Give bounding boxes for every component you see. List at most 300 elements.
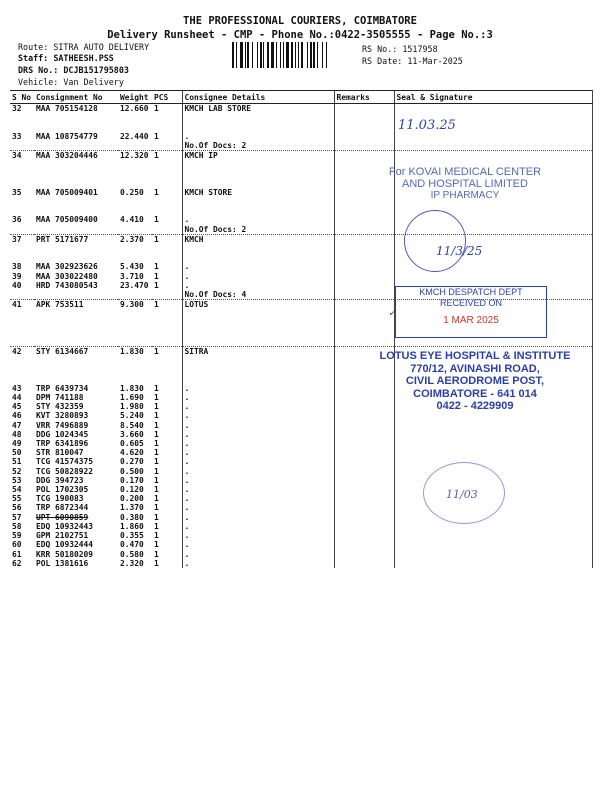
row-remarks — [334, 328, 394, 337]
row-remarks — [334, 457, 394, 466]
row-consignment — [34, 328, 118, 337]
row-weight: 1.830 — [120, 347, 144, 357]
row-pcs: 1 — [154, 457, 159, 467]
row-weight: 1.830 — [120, 383, 144, 393]
row-sno: 38 — [12, 262, 22, 272]
row-consignee — [182, 337, 334, 347]
row-weight — [118, 206, 152, 215]
row-consignment — [34, 253, 118, 262]
row-consignee: . — [182, 384, 334, 393]
row-consignment: TCG 41574375 — [36, 457, 94, 467]
row-pcs: 1 — [154, 531, 159, 541]
barcode-bar — [310, 42, 312, 68]
table-row — [10, 244, 592, 253]
row-weight — [118, 141, 152, 151]
col-seal-signature: Seal & Signature — [394, 91, 592, 104]
table-row — [10, 522, 592, 531]
row-consignee: KMCH IP — [182, 150, 334, 160]
row-consignment — [34, 225, 118, 235]
row-consignment — [34, 244, 118, 253]
row-consignee: . — [182, 522, 334, 531]
row-remarks — [334, 448, 394, 457]
row-consignment — [34, 169, 118, 178]
row-pcs: 1 — [154, 485, 159, 495]
barcode-bar — [313, 42, 315, 68]
row-consignee: . — [182, 402, 334, 411]
row-weight: 1.860 — [120, 521, 144, 531]
row-sno — [10, 309, 34, 318]
row-remarks — [334, 531, 394, 540]
row-sno: 46 — [12, 411, 22, 421]
row-sno: 47 — [12, 420, 22, 430]
row-consignment: HRD 743080543 — [36, 280, 98, 290]
row-sno: 33 — [12, 131, 22, 141]
row-consignee: No.Of Docs: 2 — [182, 141, 334, 151]
row-weight: 4.410 — [120, 215, 144, 225]
row-sno — [10, 141, 34, 151]
row-pcs: 1 — [154, 429, 159, 439]
row-consignee — [182, 169, 334, 178]
row-weight — [118, 328, 152, 337]
row-consignee: No.Of Docs: 2 — [182, 225, 334, 235]
row-weight: 0.200 — [120, 494, 144, 504]
row-pcs — [152, 365, 182, 374]
row-remarks — [334, 262, 394, 271]
barcode-bar — [326, 42, 327, 68]
table-row — [10, 448, 592, 457]
row-pcs — [152, 141, 182, 151]
row-consignee — [182, 206, 334, 215]
row-consignment: EDQ 10932444 — [36, 540, 94, 550]
barcode-bar — [295, 42, 296, 68]
row-pcs: 1 — [154, 475, 159, 485]
table-row — [10, 476, 592, 485]
col-sno: S No — [10, 91, 34, 104]
row-sno — [10, 253, 34, 262]
barcode-bar — [286, 42, 289, 68]
row-sno: 48 — [12, 429, 22, 439]
row-pcs: 1 — [154, 549, 159, 559]
route-line: Route: SITRA AUTO DELIVERY — [18, 42, 150, 52]
row-consignment: TRP 6439734 — [36, 383, 89, 393]
row-consignment: TRP 6872344 — [36, 503, 89, 513]
table-row — [10, 531, 592, 540]
row-pcs — [152, 122, 182, 131]
table-row — [10, 421, 592, 430]
row-remarks — [334, 421, 394, 430]
row-pcs — [152, 356, 182, 365]
row-signature — [394, 421, 592, 430]
row-weight: 5.430 — [120, 262, 144, 272]
row-remarks — [334, 290, 394, 300]
row-sno: 34 — [12, 150, 22, 160]
row-signature — [394, 540, 592, 549]
row-remarks — [334, 215, 394, 224]
row-remarks — [334, 253, 394, 262]
barcode-bar — [301, 42, 303, 68]
row-remarks — [334, 337, 394, 347]
row-signature — [394, 559, 592, 568]
row-weight — [118, 356, 152, 365]
row-consignment — [34, 206, 118, 215]
row-signature — [394, 448, 592, 457]
row-consignment: MAA 303022480 — [36, 271, 98, 281]
kovai-medical-stamp: For KOVAI MEDICAL CENTER AND HOSPITAL LIMITED IP PHARMACY — [388, 166, 542, 201]
row-remarks — [334, 476, 394, 485]
row-sno: 57 — [12, 512, 22, 522]
row-sno — [10, 113, 34, 122]
row-consignment — [34, 141, 118, 151]
row-consignee — [182, 356, 334, 365]
row-pcs: 1 — [154, 234, 159, 244]
row-consignee: LOTUS — [182, 300, 334, 310]
row-consignee: . — [182, 540, 334, 549]
row-consignment: GPM 2102751 — [36, 531, 89, 541]
row-consignee — [182, 197, 334, 206]
row-sno: 39 — [12, 271, 22, 281]
row-consignment: MAA 705009400 — [36, 215, 98, 225]
col-consignee: Consignee Details — [182, 91, 334, 104]
row-consignee: . — [182, 503, 334, 512]
table-row — [10, 113, 592, 122]
row-consignment: DDG 394723 — [36, 475, 84, 485]
row-remarks — [334, 559, 394, 568]
row-sno — [10, 122, 34, 131]
table-row — [10, 513, 592, 522]
row-weight: 0.170 — [120, 475, 144, 485]
row-consignee — [182, 328, 334, 337]
row-consignment — [34, 337, 118, 347]
row-sno: 40 — [12, 280, 22, 290]
table-row — [10, 272, 592, 281]
row-consignment: DPM 741188 — [36, 393, 84, 403]
table-row — [10, 411, 592, 420]
row-sno: 45 — [12, 402, 22, 412]
row-sno — [10, 206, 34, 215]
row-pcs: 1 — [154, 558, 159, 568]
barcode-bar — [260, 42, 262, 68]
signature-1: 11.03.25 — [398, 118, 456, 133]
row-consignee — [182, 122, 334, 131]
table-row — [10, 503, 592, 512]
barcode-bar — [283, 42, 284, 68]
row-weight: 2.320 — [120, 558, 144, 568]
row-consignment: KVT 3280893 — [36, 411, 89, 421]
row-weight: 1.690 — [120, 393, 144, 403]
table-row — [10, 559, 592, 568]
row-pcs — [152, 169, 182, 178]
row-consignee — [182, 365, 334, 374]
row-sno: 44 — [12, 393, 22, 403]
despatch-stamp: KMCH DESPATCH DEPT RECEIVED ON 1 MAR 2025 — [395, 286, 547, 338]
row-pcs: 1 — [154, 503, 159, 513]
row-pcs — [152, 253, 182, 262]
col-pcs: PCS — [152, 91, 182, 104]
row-pcs: 1 — [154, 150, 159, 160]
col-consignment: Consignment No — [34, 91, 118, 104]
runsheet-subtitle: Delivery Runsheet - CMP - Phone No.:0422-3505555 - Page No.:3 — [107, 29, 493, 41]
row-consignment — [34, 365, 118, 374]
row-consignee: No.Of Docs: 4 — [182, 290, 334, 300]
row-consignment: UPT 6090859 — [36, 512, 89, 522]
row-pcs — [152, 309, 182, 318]
row-consignment: MAA 302923626 — [36, 262, 98, 272]
col-weight: Weight — [118, 91, 152, 104]
row-pcs — [152, 225, 182, 235]
row-consignee — [182, 309, 334, 318]
barcode-bar — [247, 42, 249, 68]
rs-no-line: RS No.: 1517958 — [362, 44, 438, 54]
vehicle-line: Vehicle: Van Delivery — [18, 77, 124, 87]
row-consignment — [34, 309, 118, 318]
row-consignee: . — [182, 393, 334, 402]
row-sno: 49 — [12, 439, 22, 449]
row-weight: 0.355 — [120, 531, 144, 541]
row-consignment — [34, 375, 118, 384]
barcode-bar — [257, 42, 258, 68]
row-signature — [394, 104, 592, 114]
row-sno: 60 — [12, 540, 22, 550]
row-consignee: . — [182, 531, 334, 540]
row-consignee: . — [182, 421, 334, 430]
row-consignee: . — [182, 448, 334, 457]
row-consignee: . — [182, 272, 334, 281]
row-weight — [118, 113, 152, 122]
row-pcs: 1 — [154, 512, 159, 522]
row-pcs — [152, 337, 182, 347]
row-sno: 53 — [12, 475, 22, 485]
row-consignee: . — [182, 550, 334, 559]
row-remarks — [334, 540, 394, 549]
barcode-bar — [263, 42, 264, 68]
row-remarks — [334, 225, 394, 235]
barcode-bar — [307, 42, 308, 68]
barcode-bar — [298, 42, 299, 68]
row-remarks — [334, 113, 394, 122]
table-row — [10, 467, 592, 476]
row-consignee: . — [182, 476, 334, 485]
round-seal-icon — [404, 210, 466, 272]
row-sno: 62 — [12, 558, 22, 568]
row-weight — [118, 290, 152, 300]
row-sno: 58 — [12, 521, 22, 531]
row-consignment: STY 432359 — [36, 402, 84, 412]
row-sno: 36 — [12, 215, 22, 225]
row-remarks — [334, 319, 394, 328]
row-consignee: . — [182, 494, 334, 503]
row-consignment — [34, 160, 118, 169]
row-pcs: 1 — [154, 448, 159, 458]
row-consignment: KRR 50180209 — [36, 549, 94, 559]
tick-mark-icon: ✓ — [388, 308, 397, 319]
barcode-bar — [240, 42, 243, 68]
row-remarks — [334, 104, 394, 114]
drs-line: DRS No.: DCJB151795803 — [18, 65, 129, 75]
row-consignment — [34, 319, 118, 328]
row-sno: 32 — [12, 104, 22, 113]
row-consignment: APK 753511 — [36, 300, 84, 310]
row-signature — [394, 522, 592, 531]
row-consignee: . — [182, 439, 334, 448]
row-consignment: TCG 50828922 — [36, 466, 94, 476]
row-weight — [118, 160, 152, 169]
row-remarks — [334, 411, 394, 420]
row-consignee: KMCH LAB STORE — [182, 104, 334, 114]
row-weight — [118, 337, 152, 347]
lotus-eye-stamp: LOTUS EYE HOSPITAL & INSTITUTE 770/12, AVINASHI ROAD, CIVIL AERODROME POST, COIMBATORE - 641 014 0422 - 4229909 — [379, 350, 571, 412]
row-consignment: TRP 6341896 — [36, 439, 89, 449]
row-consignment: MAA 303204446 — [36, 150, 98, 160]
row-sno: 43 — [12, 383, 22, 393]
row-consignment — [34, 113, 118, 122]
row-signature — [394, 411, 592, 420]
row-pcs: 1 — [154, 540, 159, 550]
row-remarks — [334, 244, 394, 253]
row-signature — [394, 550, 592, 559]
row-sno: 52 — [12, 466, 22, 476]
row-remarks — [334, 300, 394, 310]
barcode-bar — [291, 42, 293, 68]
row-weight: 12.660 — [120, 104, 149, 113]
col-remarks: Remarks — [334, 91, 394, 104]
row-sno — [10, 244, 34, 253]
row-weight — [118, 253, 152, 262]
row-consignee — [182, 253, 334, 262]
barcode-bar — [252, 42, 253, 68]
barcode-bar — [271, 42, 274, 68]
row-remarks — [334, 503, 394, 512]
row-remarks — [334, 494, 394, 503]
row-weight — [118, 309, 152, 318]
row-weight: 22.440 — [120, 131, 149, 141]
row-remarks — [334, 467, 394, 476]
row-pcs: 1 — [154, 262, 159, 272]
row-sno: 61 — [12, 549, 22, 559]
faint-stamp — [372, 130, 532, 166]
row-consignee: . — [182, 559, 334, 568]
row-weight: 8.540 — [120, 420, 144, 430]
table-row — [10, 234, 592, 244]
row-weight — [118, 122, 152, 131]
row-remarks — [334, 272, 394, 281]
table-row — [10, 225, 592, 235]
row-sno — [10, 225, 34, 235]
row-consignment — [34, 122, 118, 131]
row-pcs: 1 — [154, 215, 159, 225]
row-pcs: 1 — [154, 466, 159, 476]
row-remarks — [334, 513, 394, 522]
row-consignee: . — [182, 485, 334, 494]
row-pcs: 1 — [154, 104, 159, 113]
table-row — [10, 337, 592, 347]
row-sno: 54 — [12, 485, 22, 495]
row-weight — [118, 169, 152, 178]
row-weight — [118, 375, 152, 384]
barcode-bar — [322, 42, 323, 68]
row-consignment: EDQ 10932443 — [36, 521, 94, 531]
row-signature — [394, 531, 592, 540]
barcode-bar — [267, 42, 269, 68]
row-remarks — [334, 308, 397, 319]
row-sno: 59 — [12, 531, 22, 541]
row-pcs: 1 — [154, 131, 159, 141]
row-weight: 9.300 — [120, 300, 144, 310]
row-pcs — [152, 375, 182, 384]
row-consignee: . — [182, 262, 334, 271]
table-row — [10, 540, 592, 549]
table-row — [10, 457, 592, 466]
row-sno — [10, 356, 34, 365]
row-sno: 42 — [12, 347, 22, 357]
row-pcs: 1 — [154, 187, 159, 197]
row-pcs: 1 — [154, 300, 159, 310]
row-consignee: . — [182, 132, 334, 141]
row-signature — [394, 439, 592, 448]
barcode-bar — [317, 42, 318, 68]
row-weight: 0.500 — [120, 466, 144, 476]
row-weight: 0.120 — [120, 485, 144, 495]
row-consignee: SITRA — [182, 347, 334, 357]
row-consignee: KMCH STORE — [182, 188, 334, 197]
row-pcs — [152, 244, 182, 253]
row-consignment — [34, 179, 118, 188]
row-consignment: TCG 190083 — [36, 494, 84, 504]
table-header — [10, 91, 592, 104]
row-remarks — [334, 522, 394, 531]
row-remarks — [334, 439, 394, 448]
row-consignment: POL 1702305 — [36, 485, 89, 495]
row-weight — [118, 319, 152, 328]
row-sno — [10, 319, 34, 328]
row-weight: 0.380 — [120, 512, 144, 522]
barcode-bar — [245, 42, 246, 68]
row-sno: 41 — [12, 300, 22, 310]
barcode-bar — [280, 42, 281, 68]
row-weight: 1.370 — [120, 503, 144, 513]
row-signature — [394, 430, 592, 439]
signature-3: 11/03 — [446, 488, 478, 501]
staff-line: Staff: SATHEESH.PSS — [18, 53, 114, 63]
row-weight: 12.320 — [120, 150, 149, 160]
row-sno — [10, 169, 34, 178]
row-pcs — [152, 113, 182, 122]
row-weight: 0.605 — [120, 439, 144, 449]
row-pcs — [152, 290, 182, 300]
row-sno — [10, 160, 34, 169]
barcode-bar — [276, 42, 277, 68]
row-pcs: 1 — [154, 439, 159, 449]
row-consignment: STY 6134667 — [36, 347, 89, 357]
barcode — [232, 42, 357, 68]
row-sno — [10, 290, 34, 300]
row-consignment — [34, 290, 118, 300]
row-pcs — [152, 328, 182, 337]
row-sno — [10, 179, 34, 188]
row-consignee: . — [182, 513, 334, 522]
row-weight — [118, 179, 152, 188]
row-sno: 55 — [12, 494, 22, 504]
row-pcs: 1 — [154, 494, 159, 504]
row-weight: 0.270 — [120, 457, 144, 467]
row-weight: 3.710 — [120, 271, 144, 281]
row-pcs: 1 — [154, 280, 159, 290]
row-sno: 50 — [12, 448, 22, 458]
row-consignment: MAA 705009401 — [36, 187, 98, 197]
row-remarks — [334, 234, 394, 244]
row-remarks — [334, 485, 394, 494]
row-signature — [394, 457, 592, 466]
row-consignee — [182, 319, 334, 328]
